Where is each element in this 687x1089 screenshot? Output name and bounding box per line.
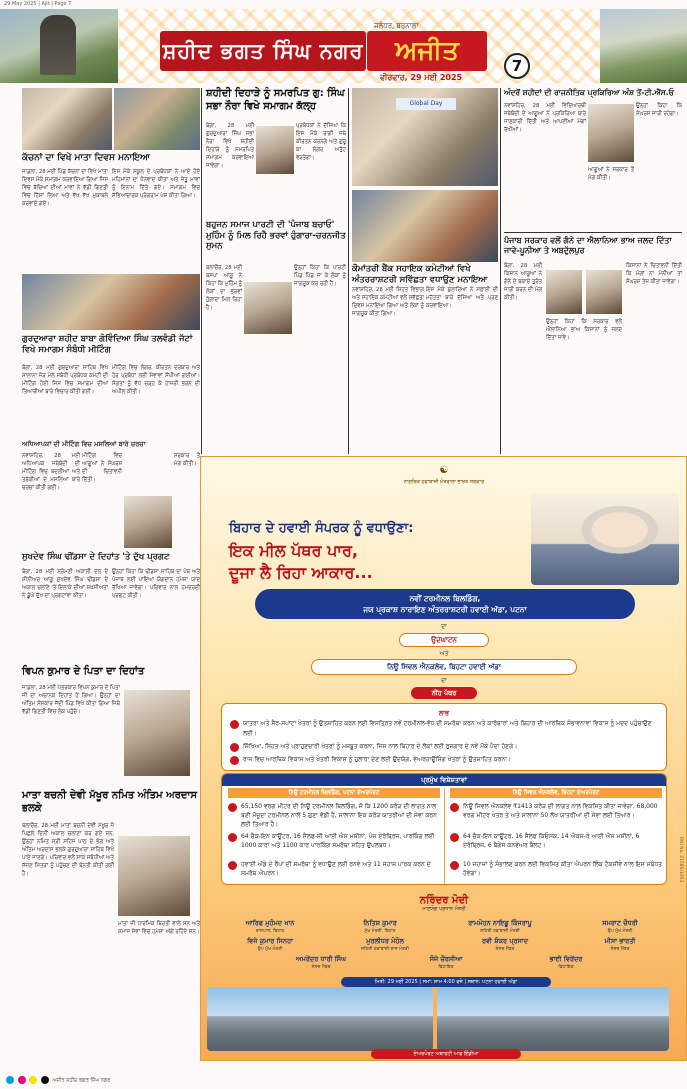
inauguration-label: ਉਦਘਾਟਨ — [399, 633, 489, 647]
headline: ਗੁਰਦੁਆਰਾ ਸ਼ਹੀਦ ਬਾਬਾ ਗੋਵਿੰਦਿਆ ਸਿੰਘ ਤਲਵੰਡੀ ਜੱਟਾਂ ਵਿਖੇ ਸਮਾਗਮ ਸੰਬੰਧੀ ਮੀਟਿੰਗ — [22, 334, 193, 355]
dignitary: ਰਾਮਮੋਹਨ ਨਾਇਡੂ ਕਿੰਜਰਾਪੂ ਸ਼ਹਿਰੀ ਹਵਾਬਾਜ਼ੀ ਮੰਤਰੀ — [468, 919, 532, 934]
headline: ਵਿਪਨ ਕੁਮਾਰ ਦੇ ਪਿਤਾ ਦਾ ਦਿਹਾਂਤ — [22, 666, 145, 677]
terminal-band-line2: ਜਯ ਪ੍ਰਕਾਸ਼ ਨਾਰਾਇਣ ਅੰਤਰਰਾਸ਼ਟਰੀ ਹਵਾਈ ਅੱਡਾ, ਪਟਨਾ — [363, 605, 527, 614]
bullet-icon — [230, 756, 239, 765]
ad-headline: ਬਿਹਾਰ ਦੇ ਹਵਾਈ ਸੰਪਰਕ ਨੂੰ ਵਧਾਉਣਾ: — [229, 521, 414, 536]
portrait-photo — [124, 690, 190, 776]
dignitary: ਆਰਿਫ ਮੁਹੰਮਦ ਖਾਨ ਰਾਜਪਾਲ, ਬਿਹਾਰ — [245, 919, 295, 934]
benefits-title: ਲਾਭ — [438, 709, 450, 717]
feature-item: 64 ਚੈਕ-ਇਨ ਕਾਊਂਟਰ, 16 ਸੈਲਫ-ਸੀ ਆਈ ਐਸ ਮਸ਼ੀਨਾਂ, ਪੰਜ ਏਰੋਬ੍ਰਿਜ, ਪਾਰਕਿੰਗ ਲਈ 1000 ਕਾਰਾਂ ਅਤੇ 1100 ਕਾਰ ਪਾਰਕਿੰਗ ਸਮਰੱਥਾ ਸਹਿਤ ਉਪਲਬਧ। — [228, 832, 440, 850]
pm-role: ਮਾਣਯੋਗ ਪ੍ਰਧਾਨ ਮੰਤਰੀ — [422, 906, 466, 912]
article-text: ਨਵਾਂਸ਼ਹਿਰ, 28 ਮਈ ਸਿਹਤ ਵਿਭਾਗ ਅਤੇ ਸਹਾਇਕ ਕਮੇਟੀਆਂ ਵਲੋਂ ਸਵੱਛਤਾ ਦਿਵਸ ਮਨਾਇਆ ਗਿਆ ਅਤੇ ਲੋਕਾਂ ਨੂੰ ਜਾਗਰੂਕ ਕੀਤਾ ਗਿਆ। — [352, 287, 424, 317]
connector-text: ਅਤੇ — [439, 650, 449, 657]
article-text: ਬਲਾਚੌਰ, 28 ਮਈ ਬਸਪਾ ਆਗੂ ਨੇ ਕਿਹਾ ਕਿ ਮੁਹਿੰਮ ਨੂੰ ਲੋਕਾਂ ਦਾ ਭਰਵਾਂ ਹੁੰਗਾਰਾ ਮਿਲ ਰਿਹਾ ਹੈ। — [206, 265, 242, 311]
features-title: ਪ੍ਰਮੁੱਖ ਵਿਸ਼ੇਸ਼ਤਾਵਾਂ — [222, 774, 666, 786]
benefits-box — [221, 703, 667, 771]
connector-text: ਦਾ — [441, 623, 447, 630]
edition-date: ਵੀਰਵਾਰ, 29 ਮਈ 2025 — [380, 73, 463, 82]
article-text: ਆਗੂਆਂ ਨੇ ਸਰਕਾਰ ਤੋਂ ਮੰਗ ਕੀਤੀ। — [588, 167, 634, 181]
news-photo — [114, 88, 200, 150]
headline: ਅਧਿਆਪਕਾਂ ਦੀ ਮੀਟਿੰਗ ਵਿਚ ਮਸਲਿਆਂ ਬਾਰੇ ਚਰਚਾ — [22, 440, 146, 448]
side-code: RNI No. 21585/1951 — [678, 837, 683, 883]
bullet-icon — [450, 833, 459, 842]
masthead-statue-photo — [0, 9, 118, 83]
edition-subtitle: ਜਲੰਧਰ, ਬਰਨਾਲਾ — [374, 22, 419, 30]
news-photo — [22, 88, 112, 150]
prime-minister-photo — [531, 493, 679, 585]
event-details-band: ਮਿਤੀ: 29 ਮਈ 2025 | ਸਮਾਂ: ਸ਼ਾਮ 4:00 ਵਜੇ | ਸਥਾਨ: ਪਟਨਾ ਹਵਾਈ ਅੱਡਾ — [341, 977, 551, 987]
article-text: ਉਨ੍ਹਾਂ ਕਿਹਾ ਕਿ ਸੰਘਰਸ਼ ਜਾਰੀ ਰਹੇਗਾ। — [636, 103, 682, 117]
article-text: ਇਸ ਮੌਕੇ ਸਕੂਲ ਦੇ ਪ੍ਰਬੰਧਕਾਂ ਨੇ ਆਏ ਹੋਏ ਮਹਿਮਾਨਾਂ ਦਾ ਧੰਨਵਾਦ ਕੀਤਾ ਅਤੇ ਜੇਤੂ ਮਾਵਾਂ ਨੂੰ ਇਨਾਮ ਦਿੱਤੇ ਗਏ। ਸਮਾਗਮ ਵਿਚ ਸੱਭਿਆਚਾਰਕ ਪ੍ਰੋਗਰਾਮ ਪੇਸ਼ ਕੀਤਾ ਗਿਆ। — [112, 169, 200, 199]
bullet-icon — [230, 743, 239, 752]
portrait-photo — [588, 104, 634, 162]
cyan-registration-dot — [6, 1076, 14, 1084]
article-text: ਬਲਾਚੌਰ, 28 ਮਈ ਮਾਤਾ ਬਚਨੀ ਦੇਵੀ ਮੱਖੂਰ ਜੋ ਪਿਛਲੇ ਦਿਨੀਂ ਅਕਾਲ ਚਲਾਣਾ ਕਰ ਗਏ ਸਨ, ਉਨ੍ਹਾਂ ਨਮਿਤ ਸ੍ਰੀ ਸਹਿਜ ਪਾਠ ਦੇ ਭੋਗ ਅਤੇ ਅੰਤਿਮ ਅਰਦਾਸ ਭਲਕੇ ਗੁਰਦੁਆਰਾ ਸਾਹਿਬ ਵਿਖੇ ਪਾਏ ਜਾਣਗੇ। ਪਰਿਵਾਰ ਵਲੋਂ ਸਾਕ ਸਬੰਧੀਆਂ ਅਤੇ ਸੱਜਣ ਮਿੱਤਰਾਂ ਨੂੰ ਪਹੁੰਚਣ ਦੀ ਬੇਨਤੀ ਕੀਤੀ ਗਈ ਹੈ। — [22, 823, 114, 877]
event-banner: Global Day — [396, 98, 456, 110]
headline: ਬਹੁਜਨ ਸਮਾਜ ਪਾਰਟੀ ਦੀ 'ਪੰਜਾਬ ਬਚਾਓ' ਮੁਹਿੰਮ ਨੂੰ ਮਿਲ ਰਿਹੈ ਭਰਵਾਂ ਹੁੰਗਾਰਾ-ਚਰਨਜੀਤ ਸੁਮਨ — [206, 220, 346, 252]
bullet-icon — [450, 803, 459, 812]
headline: ਕੱਚਨਾਂ ਦਾ ਵਿਖੇ ਮਾਤਾ ਦਿਵਸ ਮਨਾਇਆ — [22, 153, 150, 163]
dignitary: ਵਿਜੇ ਕੁਮਾਰ ਸਿਨਹਾ ਉਪ ਮੁੱਖ ਮੰਤਰੀ — [247, 937, 293, 952]
bullet-icon — [230, 720, 239, 729]
bullet-icon — [228, 833, 237, 842]
portrait-photo — [586, 270, 622, 314]
bullet-icon — [228, 803, 237, 812]
dignitary: ਸੰਜੇ ਚੌਰਸੀਆ ਵਿਧਾਇਕ — [429, 955, 463, 970]
news-photo — [352, 190, 498, 262]
page-number: 7 — [504, 53, 530, 79]
features-box — [221, 773, 667, 885]
bullet-icon — [450, 861, 459, 870]
headline: ਸ਼ਹੀਦੀ ਦਿਹਾੜੇ ਨੂੰ ਸਮਰਪਿਤ ਗੁ: ਸਿੰਘ ਸਭਾ ਨੌਰਾ ਵਿਖੇ ਸਮਾਗਮ ਕੱਲ੍ਹ — [206, 88, 345, 112]
ad-headline-line3: ਦੂਜਾ ਲੈ ਰਿਹਾ ਆਕਾਰ... — [229, 563, 373, 582]
emblem-icon: ☯ — [439, 465, 449, 476]
article-text: ਮੀਟਿੰਗ ਵਿਚ ਆਗੂਆਂ ਨੇ ਸੰਘਰਸ਼ ਦੀ ਚਿਤਾਵਨੀ ਦਿੱਤੀ। — [82, 453, 122, 483]
newspaper-brand: ਅਜੀਤ — [367, 31, 487, 71]
news-photo — [22, 274, 200, 330]
airport-advertisement — [200, 456, 687, 1061]
benefit-item: ਯਾਤਰਾ ਅਤੇ ਸੈਰ-ਸਪਾਟਾ ਖੇਤਰਾਂ ਨੂੰ ਉਤਸ਼ਾਹਿਤ ਕਰਨ ਲਈ ਵਿਸਤ੍ਰਿਤ ਨਵੇਂ ਟਰਮੀਨਲ-ਵੱਧ ਦੀ ਸਮਰੱਥਾ ਕਰਨ ਅਤੇ ਕਾਰੋਬਾਰਾਂ ਅਤੇ ਬਿਹਾਰ ਦੀ ਆਰਥਿਕ ਸੰਭਾਵਨਾਵਾਂ ਵਿਕਾਸ ਨੂੰ ਮਦਦ ਪਹੁੰਚਾਉਣ ਲਈ। — [230, 719, 658, 739]
headline: ਮਾਤਾ ਬਚਨੀ ਦੇਵੀ ਮੱਖੂਰ ਨਮਿਤ ਅੰਤਿਮ ਅਰਦਾਸ ਭਲਕੇ — [22, 790, 198, 814]
dignitary: ਭਾਈ ਵਿਰੇਂਦਰ ਵਿਧਾਇਕ — [549, 955, 583, 970]
article-text: ਬੰਗਾ, 28 ਮਈ ਗੁਰਦੁਆਰਾ ਸਾਹਿਬ ਵਿਖੇ ਸਾਲਾਨਾ ਜੋੜ ਮੇਲੇ ਸਬੰਧੀ ਪ੍ਰਬੰਧਕ ਕਮੇਟੀ ਦੀ ਮੀਟਿੰਗ ਹੋਈ ਜਿਸ ਵਿਚ ਸਮਾਗਮ ਦੀਆਂ ਤਿਆਰੀਆਂ ਬਾਰੇ ਵਿਚਾਰ ਕੀਤੀ ਗਈ। — [22, 365, 108, 395]
patna-terminal-subhead: ਨਿਊ ਟਰਮੀਨਲ ਬਿਲਡਿੰਗ, ਪਟਨਾ ਏਅਰਪੋਰਟ — [228, 788, 440, 798]
dignitary: ਮੀਸਾ ਭਾਰਤੀ ਸੰਸਦ ਮੈਂਬਰ — [604, 937, 636, 952]
benefit-item: ਸਿੱਖਿਆ, ਸਿਹਤ ਅਤੇ ਪ੍ਰਾਹੁਣਚਾਰੀ ਖੇਤਰਾਂ ਨੂੰ ਮਜ਼ਬੂਤ ਕਰਨਾ, ਜਿਸ ਨਾਲ ਬਿਹਾਰ ਦੇ ਲੋਕਾਂ ਲਈ ਰੁਜ਼ਗਾਰ ਦੇ ਨਵੇਂ ਮੌਕੇ ਪੈਦਾ ਹੋਣਗੇ। — [230, 742, 658, 752]
print-slug: 29 May 2025 | Ajit | Page 7 — [4, 1, 72, 7]
terminal-band-line1: ਨਵੀਂ ਟਰਮੀਨਲ ਬਿਲਡਿੰਗ, — [409, 594, 481, 603]
article-text: ਉਨ੍ਹਾਂ ਕਿਹਾ ਕਿ ਢੀਂਡਸਾ ਸਾਹਿਬ ਦਾ ਪੰਥ ਅਤੇ ਪੰਜਾਬ ਲਈ ਪਾਇਆ ਯੋਗਦਾਨ ਹਮੇਸ਼ਾ ਯਾਦ ਰੱਖਿਆ ਜਾਵੇਗਾ। ਪਰਿਵਾਰ ਨਾਲ ਹਮਦਰਦੀ ਪ੍ਰਗਟ ਕੀਤੀ। — [112, 569, 200, 599]
article-text: ਇਸ ਮੌਕੇ ਬੁਲਾਰਿਆਂ ਨੇ ਸਫ਼ਾਈ ਦੀ ਮਹੱਤਤਾ ਬਾਰੇ ਦੱਸਿਆ ਅਤੇ ਪ੍ਰਣ ਕਰਵਾਇਆ। — [426, 287, 498, 309]
pm-name-block — [381, 895, 507, 912]
ad-footer: ਏਅਰਪੋਰਟ ਅਥਾਰਟੀ ਆਫ ਇੰਡੀਆ — [371, 1049, 521, 1059]
headline: ਸੁਖਦੇਵ ਸਿੰਘ ਢੀਂਡਸਾ ਦੇ ਦਿਹਾਂਤ 'ਤੇ ਦੁੱਖ ਪ੍ਰਗਟ — [22, 552, 170, 562]
dignitary: ਰਵੀ ਸ਼ੰਕਰ ਪ੍ਰਸਾਦ ਸੰਸਦ ਮੈਂਬਰ — [481, 937, 529, 952]
connector-text: ਦਾ — [441, 677, 447, 684]
portrait-photo — [124, 496, 172, 548]
headline: ਕੌਮਾਂਤਰੀ ਬੈਂਕ ਸਹਾਇਕ ਕਮੇਟੀਆਂ ਵਿਖੇ ਅੰਤਰਰਾਸ਼ਟਰੀ ਸਵਿੱਛਤਾ ਵਧਾਉਣ ਮਨਾਇਆ — [352, 264, 488, 285]
article-text: ਮੀਟਿੰਗ ਵਿਚ ਲੰਗਰ, ਕੀਰਤਨ ਦਰਬਾਰ ਅਤੇ ਹੋਰ ਪ੍ਰਬੰਧਾਂ ਲਈ ਸੇਵਾਵਾਂ ਸੌਂਪੀਆਂ ਗਈਆਂ। ਸੰਗਤਾਂ ਨੂੰ ਵੱਧ ਚੜ੍ਹ ਕੇ ਹਾਜ਼ਰੀ ਭਰਨ ਦੀ ਅਪੀਲ ਕੀਤੀ। — [112, 365, 200, 395]
black-registration-dot — [41, 1076, 49, 1084]
portrait-photo — [256, 126, 294, 174]
dignitary: ਸਮਰਾਟ ਚੌਧਰੀ ਉਪ ਮੁੱਖ ਮੰਤਰੀ — [602, 919, 638, 934]
article-text: ਬੰਗਾ, 28 ਮਈ ਸ਼੍ਰੋਮਣੀ ਅਕਾਲੀ ਦਲ ਦੇ ਸੀਨੀਅਰ ਆਗੂ ਸੁਖਦੇਵ ਸਿੰਘ ਢੀਂਡਸਾ ਦੇ ਅਕਾਲ ਚਲਾਣੇ 'ਤੇ ਇਲਾਕੇ ਦੀਆਂ ਸ਼ਖ਼ਸੀਅਤਾਂ ਨੇ ਡੂੰਘੇ ਦੁੱਖ ਦਾ ਪ੍ਰਗਟਾਵਾ ਕੀਤਾ। — [22, 569, 108, 599]
article-text: ਮਾਤਾ ਜੀ ਧਾਰਮਿਕ ਬਿਰਤੀ ਵਾਲੇ ਸਨ ਅਤੇ ਸਮਾਜ ਸੇਵਾ ਵਿਚ ਹਮੇਸ਼ਾ ਅੱਗੇ ਰਹਿੰਦੇ ਸਨ। — [118, 921, 200, 935]
footer-text: ਅਜੀਤ ਸ਼ਹੀਦ ਭਗਤ ਸਿੰਘ ਨਗਰ — [52, 1077, 111, 1084]
bihta-enclave-render — [437, 987, 669, 1051]
article-text: ਉਨ੍ਹਾਂ ਕਿਹਾ ਕਿ ਸਰਕਾਰ ਵਲੋਂ ਐਲਾਨਿਆ ਭਾਅ ਕਿਸਾਨਾਂ ਨੂੰ ਜਲਦ ਦਿੱਤਾ ਜਾਵੇ। — [546, 319, 622, 341]
feature-item: 10 ਜਹਾਜ਼ਾਂ ਨੂੰ ਸੰਭਾਲਣ ਕਰਨ ਲਈ ਵਿਕਸਿਤ ਕੀਤਾ ਐਪਰਨ ਲਿੰਕ ਟੈਕਸੀਵੇ ਨਾਲ ਇਸ ਸਬੰਧਤ ਹੋਵੇਗਾ। — [450, 860, 662, 878]
bihta-enclave-label: ਨਿਊ ਸਿਵਲ ਐਨਕਲੇਵ, ਬਿਹਟਾ ਹਵਾਈ ਅੱਡਾ — [311, 659, 577, 675]
masthead — [0, 9, 687, 83]
benefit-item: ਰਾਜ ਵਿਚ ਆਰਥਿਕ ਵਿਕਾਸ ਅਤੇ ਖੇਤਰੀ ਵਿਕਾਸ ਨੂੰ ਹੁਲਾਰਾ ਦੇਣ ਲਈ ਉਦਯੋਗ, ਵੇਅਰਹਾਊਸਿੰਗ ਖੇਤਰਾਂ ਨੂੰ ਉਤਸ਼ਾਹਿਤ ਕਰਨਾ। — [230, 755, 658, 765]
article-text: ਜਾਡਲਾ, 28 ਮਈ ਪੱਤਰਕਾਰ ਵਿਪਨ ਕੁਮਾਰ ਦੇ ਪਿਤਾ ਜੀ ਦਾ ਅਚਾਨਕ ਦਿਹਾਂਤ ਹੋ ਗਿਆ। ਉਨ੍ਹਾਂ ਦਾ ਅੰਤਿਮ ਸੰਸਕਾਰ ਜੱਦੀ ਪਿੰਡ ਵਿਖੇ ਕੀਤਾ ਗਿਆ ਜਿਥੇ ਵੱਡੀ ਗਿਣਤੀ ਵਿਚ ਲੋਕ ਪਹੁੰਚੇ। — [22, 685, 120, 715]
feature-item: ਹਵਾਈ ਅੱਡੇ ਦੇ ਰੈਂਪਾਂ ਦੀ ਸਮਰੱਥਾ ਨੂੰ ਵਧਾਉਣ ਲਈ ਰਨਵੇ ਅਤੇ 11 ਜਹਾਜ਼ ਪਾਰਕ ਕਰਨ ਦੇ ਸਮਰੱਥ ਐਪਰਨ। — [228, 860, 440, 878]
pm-name: ਨਰਿੰਦਰ ਮੋਦੀ — [419, 895, 469, 906]
magenta-registration-dot — [18, 1076, 26, 1084]
portrait-photo — [244, 282, 292, 334]
article-text: ਪ੍ਰਬੰਧਕਾਂ ਨੇ ਦੱਸਿਆ ਕਿ ਇਸ ਮੌਕੇ ਰਾਗੀ ਜਥੇ ਕੀਰਤਨ ਕਰਨਗੇ ਅਤੇ ਗੁਰੂ ਕਾ ਲੰਗਰ ਅਤੁੱਟ ਵਰਤੇਗਾ। — [296, 123, 346, 161]
article-text: ਬੰਗਾ, 28 ਮਈ ਕਿਸਾਨ ਆਗੂਆਂ ਨੇ ਗੰਨੇ ਦੇ ਬਕਾਏ ਤੁਰੰਤ ਜਾਰੀ ਕਰਨ ਦੀ ਮੰਗ ਕੀਤੀ। — [504, 263, 542, 301]
feature-item: ਨਿਊ ਸਿਵਲ ਐਨਕਲੇਵ ₹1413 ਕਰੋੜ ਦੀ ਲਾਗਤ ਨਾਲ ਵਿਕਸਿਤ ਕੀਤਾ ਜਾਵੇਗਾ, 68,000 ਵਰਗ ਮੀਟਰ ਖੇਤਰ ਤੇ ਅਤੇ ਸਾਲਾਨਾ 50 ਲੱਖ ਯਾਤਰੀਆਂ ਦੀ ਸੇਵਾ ਲਈ ਤਿਆਰ। — [450, 802, 662, 820]
dignitary: ਅਮਰੇਂਦਰ ਧਾਰੀ ਸਿੰਘ ਸੰਸਦ ਮੈਂਬਰ — [296, 955, 346, 970]
terminal-band — [255, 589, 635, 619]
dignitary: ਮੁਰਲੀਧਰ ਮੋਹੋਲ ਸ਼ਹਿਰੀ ਹਵਾਬਾਜ਼ੀ ਰਾਜ ਮੰਤਰੀ — [361, 937, 409, 952]
feature-item: 65,150 ਵਰਗ ਮੀਟਰ ਦੀ ਨਿਊ ਟਰਮੀਨਲ ਬਿਲਡਿੰਗ, ਜੋ ਕਿ 1200 ਕਰੋੜ ਦੀ ਲਾਗਤ ਨਾਲ ਬਣੀ ਮੌਜੂਦਾ ਟਰਮੀਨਲ ਨਾਲੋਂ 5 ਗੁਣਾ ਵੱਡੀ ਹੈ, ਸਾਲਾਨਾ ਇਕ ਕਰੋੜ ਯਾਤਰੀਆਂ ਦੀ ਸੇਵਾ ਕਰਨ ਲਈ ਤਿਆਰ ਹੈ। — [228, 802, 440, 829]
portrait-photo — [118, 836, 190, 916]
feature-item: 64 ਚੈਕ-ਇਨ ਕਾਊਂਟਰ, 16 ਸੈਲਫ ਕਿਓਸਕ, 14 ਐਕਸ-ਰੇ ਆਈ ਐਸ ਮਸ਼ੀਨਾਂ, 6 ਏਰੋਬ੍ਰਿਜ, 6 ਬੈਗੇਜ ਕਨਵੇਅਰ ਬੈਲਟ। — [450, 832, 662, 850]
dignitary: ਨਿਤਿਸ਼ ਕੁਮਾਰ ਮੁੱਖ ਮੰਤਰੀ, ਬਿਹਾਰ — [363, 919, 397, 934]
yellow-registration-dot — [29, 1076, 37, 1084]
headline: ਅੰਦਰੋਂ ਸ਼ਹੀਦਾਂ ਦੀ ਰਾਜਨੀਤਿਕ ਪ੍ਰਕਿਰਿਆ ਅੰਸ਼ ਤੋਂ-ਟੀ.ਐੱਸ.ਓ — [504, 88, 675, 97]
article-text: ਉਨ੍ਹਾਂ ਕਿਹਾ ਕਿ ਪਾਰਟੀ ਪਿੰਡ ਪਿੰਡ ਜਾ ਕੇ ਲੋਕਾਂ ਨੂੰ ਜਾਗਰੂਕ ਕਰ ਰਹੀ ਹੈ। — [294, 265, 346, 287]
masthead-tower-photo — [600, 9, 687, 83]
footer-strip — [0, 1072, 687, 1089]
article-text: ਨਵਾਂਸ਼ਹਿਰ, 28 ਮਈ ਅਧਿਆਪਕ ਜਥੇਬੰਦੀ ਦੀ ਮੀਟਿੰਗ ਵਿਚ ਬਦਲੀਆਂ ਅਤੇ ਤਰੱਕੀਆਂ ਦੇ ਮਸਲਿਆਂ ਬਾਰੇ ਚਰਚਾ ਕੀਤੀ ਗਈ। — [22, 453, 80, 491]
article-text: ਬੰਗਾ, 28 ਮਈ ਗੁਰਦੁਆਰਾ ਸਿੰਘ ਸਭਾ ਨੌਰਾ ਵਿਖੇ ਸ਼ਹੀਦੀ ਦਿਹਾੜੇ ਨੂੰ ਸਮਰਪਿਤ ਸਮਾਗਮ ਕਰਵਾਇਆ ਜਾਵੇਗਾ। — [206, 123, 254, 169]
bihta-enclave-subhead: ਨਿਊ ਸਿਵਲ ਐਨਕਲੇਵ, ਬਿਹਟਾ ਏਅਰਪੋਰਟ — [450, 788, 662, 798]
article-text: ਜਾਡਲਾ, 28 ਮਈ ਪਿੰਡ ਕੱਚਨਾਂ ਦਾ ਵਿਖੇ ਮਾਤਾ ਦਿਵਸ ਮੌਕੇ ਸਮਾਗਮ ਕਰਵਾਇਆ ਗਿਆ ਜਿਸ ਵਿਚ ਬੱਚਿਆਂ ਦੀਆਂ ਮਾਵਾਂ ਨੇ ਵੱਡੀ ਗਿਣਤੀ ਵਿਚ ਹਿੱਸਾ ਲਿਆ ਅਤੇ ਵੱਖ ਵੱਖ ਮੁਕਾਬਲੇ ਕਰਵਾਏ ਗਏ। — [22, 169, 108, 207]
foundation-stone-label: ਨੀਂਹ ਪੱਥਰ — [411, 687, 477, 699]
article-text: ਕਿਸਾਨਾਂ ਨੇ ਚਿਤਾਵਨੀ ਦਿੱਤੀ ਕਿ ਮੰਗਾਂ ਨਾ ਮੰਨੀਆਂ ਤਾਂ ਸੰਘਰਸ਼ ਤੇਜ਼ ਕੀਤਾ ਜਾਵੇਗਾ। — [626, 263, 682, 285]
edition-title: ਸ਼ਹੀਦ ਭਗਤ ਸਿੰਘ ਨਗਰ — [160, 31, 366, 71]
article-text: ਨਵਾਂਸ਼ਹਿਰ, 28 ਮਈ ਵਿਦਿਆਰਥੀ ਜਥੇਬੰਦੀ ਦੇ ਆਗੂਆਂ ਨੇ ਪ੍ਰਕਿਰਿਆ ਬਾਰੇ ਜਾਣਕਾਰੀ ਦਿੱਤੀ ਅਤੇ ਆਪਣੀਆਂ ਮੰਗਾਂ ਰੱਖੀਆਂ। — [504, 103, 586, 133]
portrait-photo — [546, 270, 582, 314]
patna-terminal-render — [207, 987, 433, 1051]
ad-department: ਨਾਗਰਿਕ ਹਵਾਬਾਜ਼ੀ ਮੰਤਰਾਲਾ ਭਾਰਤ ਸਰਕਾਰ — [403, 479, 485, 485]
headline: ਪੰਜਾਬ ਸਰਕਾਰ ਵਲੋਂ ਗੰਨੇ ਦਾ ਐਲਾਨਿਆ ਭਾਅ ਜਲਦ ਦਿੱਤਾ ਜਾਵੇ-ਪੂਨੀਆ ਤੇ ਅਬਦੁੱਲਪੁਰ — [504, 236, 672, 255]
ad-headline-line2: ਇਕ ਮੀਲ ਪੱਥਰ ਪਾਰ, — [229, 541, 358, 560]
bullet-icon — [228, 861, 237, 870]
article-text: ਸਰਕਾਰ ਤੋਂ ਮੰਗ ਕੀਤੀ। — [174, 453, 200, 467]
